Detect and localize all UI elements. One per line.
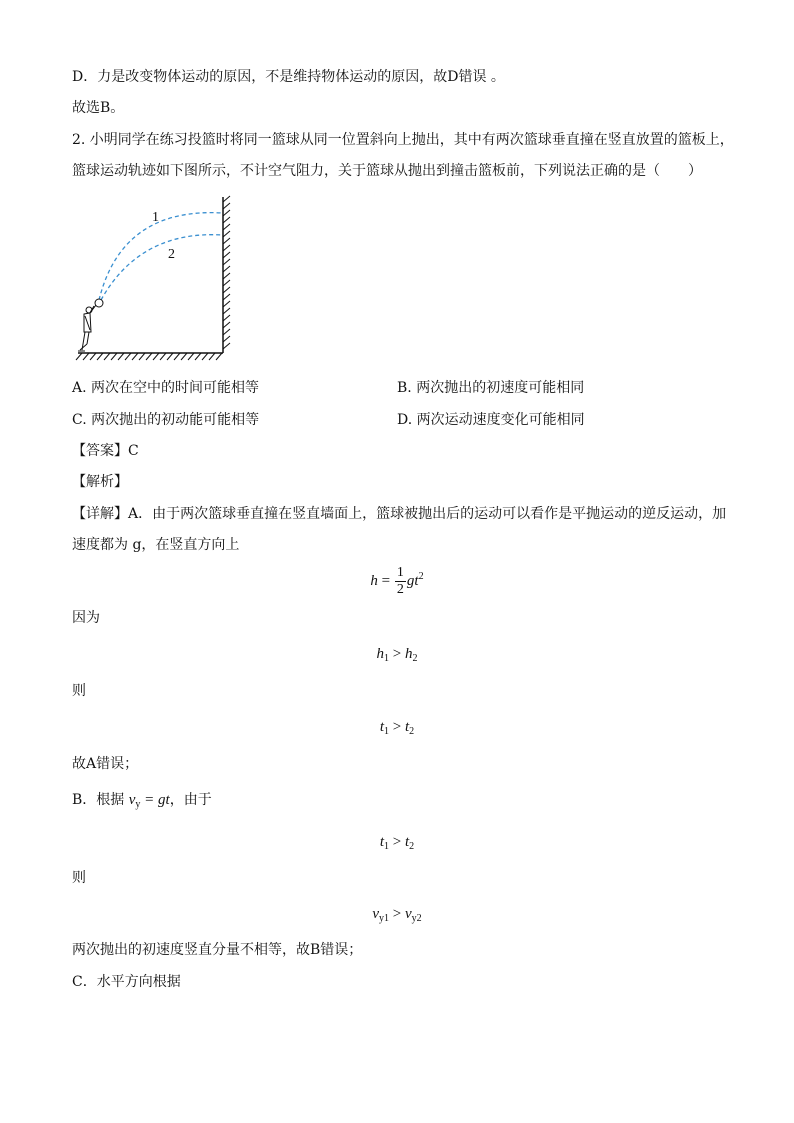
ground-hatching bbox=[76, 353, 222, 360]
player-figure bbox=[78, 299, 103, 351]
question-2-line-1: 2. 小明同学在练习投篮时将同一篮球从同一位置斜向上抛出，其中有两次篮球垂直撞在竖直放置的篮板上， bbox=[72, 132, 734, 148]
a-wrong: 故A错误； bbox=[72, 756, 139, 772]
trajectory-2-label: 2 bbox=[168, 247, 175, 262]
because-label: 因为 bbox=[72, 610, 100, 626]
b-conclusion: 两次抛出的初速度竖直分量不相等，故B错误； bbox=[72, 942, 363, 958]
formula-h: h = $\frac{1}{2}$ $gt^2$ bbox=[370, 565, 424, 597]
trajectory-1-label: 1 bbox=[152, 210, 159, 225]
option-d: D. 两次运动速度变化可能相同 bbox=[397, 412, 585, 428]
formula-t-compare-1: $t_1 > t_2$ bbox=[379, 719, 415, 737]
detail-line-2: 速度都为 g，在竖直方向上 bbox=[72, 537, 240, 553]
formula-h-compare: $h_1 > h_2$ bbox=[376, 646, 418, 664]
option-a: A. 两次在空中的时间可能相等 bbox=[72, 380, 260, 396]
then-label-1: 则 bbox=[72, 683, 86, 699]
trajectory-figure bbox=[72, 192, 242, 362]
wall-hatching bbox=[223, 196, 230, 349]
formula-t-compare-2: $t_1 > t_2$ bbox=[379, 834, 415, 852]
trajectory-1 bbox=[99, 213, 223, 300]
analysis-label: 【解析】 bbox=[72, 474, 128, 490]
choose-b-line: 故选B。 bbox=[72, 100, 125, 116]
detail-line-1: 【详解】A．由于两次篮球垂直撞在竖直墙面上，篮球被抛出后的运动可以看作是平抛运动的逆反运动，加 bbox=[72, 506, 727, 522]
option-d-conclusion: D．力是改变物体运动的原因，不是维持物体运动的原因，故D错误 。 bbox=[72, 69, 505, 85]
option-b: B. 两次抛出的初速度可能相同 bbox=[397, 380, 585, 396]
formula-vy-compare: $v_{y1} > v_{y2}$ bbox=[372, 906, 422, 924]
question-2-line-2: 篮球运动轨迹如下图所示，不计空气阻力，关于篮球从抛出到撞击篮板前，下列说法正确的是（ ） bbox=[72, 163, 702, 179]
then-label-2: 则 bbox=[72, 870, 86, 886]
trajectory-2 bbox=[101, 235, 223, 300]
option-c: C. 两次抛出的初动能可能相等 bbox=[72, 412, 260, 428]
answer-label: 【答案】C bbox=[72, 443, 139, 459]
c-horizontal: C．水平方向根据 bbox=[72, 974, 181, 990]
b-according: B．根据 $v_y$ = gt，由于 bbox=[72, 792, 212, 810]
